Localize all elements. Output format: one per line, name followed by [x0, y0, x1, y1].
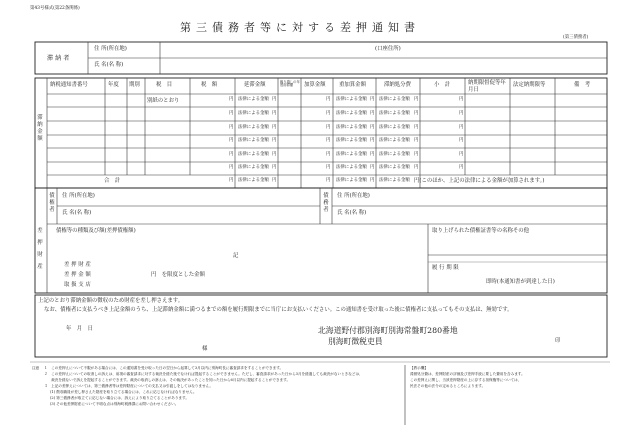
yen-mark: 円 [272, 125, 277, 130]
header-tax-item: 税 目 [156, 82, 173, 88]
note-line: 裁決を経ないで訴えを提起することができます。裁決の取消しの訴えは、その裁決があったことを知った日から6月以内に提起することができます。 [44, 378, 291, 382]
header-delinquency-charge: 延滞金額 [244, 82, 266, 88]
law-amount: 法律による金額 [238, 178, 269, 183]
office-address: 北海道野付郡別海町別海常盤町280番地 [318, 326, 458, 335]
yen-mark: 円 [272, 152, 277, 157]
total-label: 合 計 [104, 178, 121, 184]
seal-mark: 印 [555, 338, 561, 344]
yen-mark: 円 [370, 97, 375, 102]
law-amount: 法律による金額 [379, 165, 410, 170]
law-amount: 法律による金額 [379, 111, 410, 116]
seized-amount-label: 差 押 金 額 [64, 272, 91, 278]
law-amount: 法律による金額 [336, 152, 367, 157]
yen-mark: 円 [272, 165, 277, 170]
yen-mark: 円 [370, 138, 375, 143]
debtor-address-label: 住 所(所在地) [62, 193, 95, 199]
header-subtotal: 小 計 [434, 82, 451, 88]
yen-mark: 円 [326, 138, 331, 143]
law-amount: 法律による金額 [238, 152, 269, 157]
seized-amount-note: 円 を限度とした金額 [151, 272, 205, 278]
yen-mark: 円 [272, 97, 277, 102]
addressee-honorific: 様 [202, 346, 208, 352]
office-name: 別海町徴税吏員 [328, 337, 383, 346]
delinquent-label: 滞 納 者 [47, 55, 70, 62]
yen-mark: 円 [459, 165, 464, 170]
yen-mark: 円 [370, 125, 375, 130]
law-amount: 法律による金額 [238, 125, 269, 130]
yen-mark: 円 [326, 165, 331, 170]
yen-mark: 円 [272, 138, 277, 143]
tax-table-box [35, 78, 607, 188]
right-notes-heading: 【教示欄】 [410, 366, 428, 370]
law-amount: 法律による金額 [238, 138, 269, 143]
yen-mark: 円 [326, 111, 331, 116]
law-amount: 法律による金額 [336, 125, 367, 130]
notes-heading: 注意 [32, 366, 40, 370]
page-title: 第三債務者等に対する差押通知書 [180, 21, 420, 34]
yen-mark: 円 [229, 152, 234, 157]
statement-line2: なお、債権者に支払うべき上記金額のうち、上記滞納金額に満つるまでの額を履行期限までに当庁にお支払いください。この通知書を受け取った後に債権者に支払ってもその支払は、無効です。 [44, 307, 513, 313]
third-party-name-label: 氏 名(名 称) [337, 210, 367, 216]
law-amount: 法律による金額 [379, 125, 410, 130]
header-additional-surcharge: 重加算金額 [339, 82, 366, 88]
collection-name-label: 取り上げられた債権証書等の名称その他 [432, 228, 530, 234]
seized-property-label: 差 押 財 産 [64, 262, 91, 268]
yen-mark: 円 [326, 97, 331, 102]
yen-mark: 円 [459, 97, 464, 102]
form-number: 第43号様式(第22条関係) [30, 6, 80, 11]
header-notice-no: 納税通知書番号 [50, 82, 88, 88]
date-label: 年 月 日 [66, 326, 93, 332]
yen-mark: 円 [229, 138, 234, 143]
note-line: ３ 上記の差押えについては、第三債務者等は差押財産についての支払又は引渡しをしてはなりません。 [44, 384, 213, 388]
law-amount: 法律による金額 [336, 165, 367, 170]
note-line: １ この差押えについて不服がある場合には、この通知書を受け取った日の翌日から起算して3月以内に別海町長に審査請求をすることができます。 [44, 366, 284, 370]
third-party-address-label: 住 所(所在地) [337, 193, 370, 199]
note-line: (3) その他差押財産について不明な点は別海町税務課にお問い合わせください。 [50, 402, 179, 406]
yen-mark: 円 [370, 111, 375, 116]
third-party-label: 債務者 [323, 193, 329, 213]
yen-mark: 円 [272, 111, 277, 116]
right-note-line: 民法その他の法令の定めるところによります。 [410, 384, 486, 388]
note-line: ２ この差押えについての取消しの訴えは、前項の審査請求に対する裁決を経た後でなければ提起することができません。ただし、審査請求があった日から3月を経過しても裁決がないときなどは、 [44, 372, 363, 376]
law-amount: 法律による金額 [379, 138, 410, 143]
seizure-side-label: 差押財産 [37, 228, 43, 270]
debtor-name-label: 氏 名(名 称) [62, 210, 92, 216]
yen-mark: 円 [370, 165, 375, 170]
address-label: 住 所(所在地) [94, 46, 127, 52]
law-amount: 法律による金額 [336, 111, 367, 116]
right-note-line: この差押えに関し、当該差押財産の上に存する担保権等については、 [410, 378, 522, 382]
note-mark: 記 [233, 253, 239, 259]
yen-mark: 円 [459, 125, 464, 130]
law-amount: 法律による金額 [238, 111, 269, 116]
statement-line1: 上記のとおり滞納金額の徴収のため財産を差し押さえます。 [38, 298, 184, 304]
deadline-label: 履 行 期 限 [432, 265, 459, 271]
law-amount: 法律による金額 [238, 97, 269, 102]
first-row-tax-item: 別紙のとおり [147, 98, 180, 104]
note-line: (2) 第三債務者が取立てに応じない場合には、訴えにより取り立てることがあります。 [50, 396, 189, 400]
yen-mark: 円 [414, 165, 419, 170]
right-note-line: 滞納処分費は、差押財産の評価及び差押手続に要した費用を含みます。 [410, 372, 525, 376]
yen-mark: 円 [326, 178, 331, 183]
header-tax-amount: 税 額 [201, 82, 218, 88]
yen-mark: 円 [229, 165, 234, 170]
yen-mark: 円 [414, 111, 419, 116]
header-surcharge: 加算金額 [304, 82, 326, 88]
yen-mark: 円 [229, 97, 234, 102]
law-amount: 法律による金額 [336, 97, 367, 102]
law-amount: 法律による金額 [379, 97, 410, 102]
law-amount: 法律による金額 [379, 152, 410, 157]
claim-type-label: 債権等の種類及び額(差押債権額) [56, 228, 136, 234]
yen-mark: 円 [326, 152, 331, 157]
yen-mark: 円 [370, 178, 375, 183]
yen-mark: 円 [414, 152, 419, 157]
yen-mark: 円 [459, 111, 464, 116]
yen-mark: 円 [229, 111, 234, 116]
yen-mark: 円 [414, 138, 419, 143]
yen-mark: 円 [229, 178, 234, 183]
tax-side-label: 滞納金額 [37, 115, 43, 142]
law-amount: 法律による金額 [379, 178, 410, 183]
deadline-value: 即時(本通知書が到達した日) [486, 279, 555, 285]
header-special-note: 繰り越しの年度前滞額 [280, 80, 300, 88]
seizure-box [35, 188, 607, 293]
header-due-date: 納期限督促等年月日 [468, 80, 506, 93]
header-legal-due-date: 法定納期限等 [513, 82, 546, 88]
yen-mark: 円 [326, 125, 331, 130]
header-fiscal-year: 年度 [108, 82, 119, 88]
yen-mark: 円 [414, 125, 419, 130]
law-amount: 法律による金額 [238, 165, 269, 170]
total-note: 円(このほか、上記の法律による金額が加算されます。) [414, 178, 545, 184]
header-disposal-fee: 滞納処分費 [384, 82, 411, 88]
yen-mark: 円 [370, 152, 375, 157]
copy-label: (第三債務者) [563, 35, 589, 40]
name-label: 氏 名(名 称) [94, 62, 124, 68]
header-period: 期別 [129, 82, 140, 88]
note-line: (1) 徴収職員が差し押さえた財産を取り立てる場合には、これに応じなければなりません。 [50, 390, 197, 394]
yen-mark: 円 [414, 97, 419, 102]
yen-mark: 円 [459, 138, 464, 143]
law-amount: 法律による金額 [336, 178, 367, 183]
yen-mark: 円 [459, 152, 464, 157]
debtor-label: 債権者 [49, 193, 55, 213]
payment-office-label: 取 扱 支 店 [64, 282, 91, 288]
header-remarks: 備 考 [574, 82, 591, 88]
yen-mark: 円 [272, 178, 277, 183]
previous-address-label: (口座住所) [375, 46, 401, 52]
law-amount: 法律による金額 [336, 138, 367, 143]
yen-mark: 円 [229, 125, 234, 130]
